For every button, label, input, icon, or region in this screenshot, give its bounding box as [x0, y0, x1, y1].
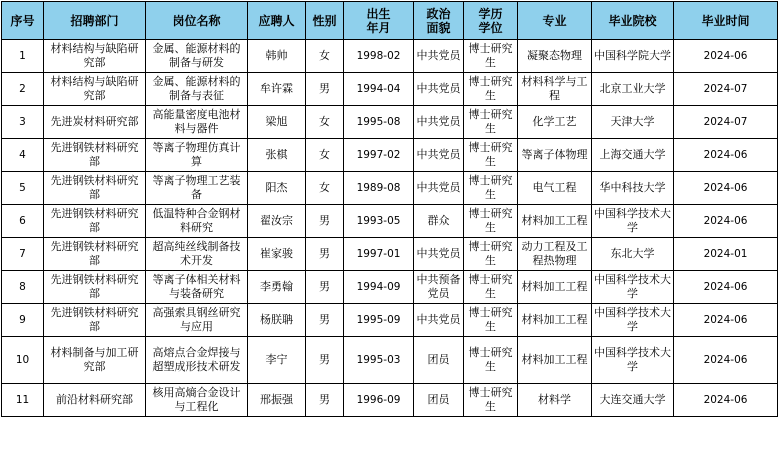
col-index-cell: 3: [2, 106, 44, 139]
col-gender-cell: 男: [306, 205, 344, 238]
col-position-cell: 低温特种合金钢材料研究: [146, 205, 248, 238]
col-school-cell: 中国科学技术大学: [592, 304, 674, 337]
col-political-cell: 中共党员: [414, 172, 464, 205]
table-row: [2, 271, 778, 304]
col-degree-cell: 博士研究生: [464, 172, 518, 205]
col-applicant-header: 应聘人: [248, 2, 306, 40]
col-graduation-cell: 2024-06: [674, 337, 778, 384]
col-department-cell: 先进炭材料研究部: [44, 106, 146, 139]
col-political-header: 政治 面貌: [414, 2, 464, 40]
col-degree-cell: 博士研究生: [464, 271, 518, 304]
col-birth-cell: 1996-09: [344, 384, 414, 417]
col-department-cell: 材料制备与加工研究部: [44, 337, 146, 384]
col-political-cell: 中共党员: [414, 106, 464, 139]
col-index-cell: 9: [2, 304, 44, 337]
table-row: [2, 40, 778, 73]
hiring-table: [1, 1, 778, 417]
col-index-cell: 2: [2, 73, 44, 106]
table-row: [2, 172, 778, 205]
col-degree-cell: 博士研究生: [464, 337, 518, 384]
col-birth-cell: 1995-09: [344, 304, 414, 337]
col-school-cell: 大连交通大学: [592, 384, 674, 417]
col-position-cell: 金属、能源材料的制备与研发: [146, 40, 248, 73]
col-department-cell: 前沿材料研究部: [44, 384, 146, 417]
col-graduation-cell: 2024-01: [674, 238, 778, 271]
header-row: [2, 2, 778, 40]
col-department-cell: 先进钢铁材料研究部: [44, 304, 146, 337]
col-degree-header: 学历 学位: [464, 2, 518, 40]
col-major-cell: 凝聚态物理: [518, 40, 592, 73]
col-graduation-cell: 2024-07: [674, 73, 778, 106]
col-birth-cell: 1995-08: [344, 106, 414, 139]
col-applicant-cell: 韩帅: [248, 40, 306, 73]
col-applicant-cell: 李勇翰: [248, 271, 306, 304]
col-degree-cell: 博士研究生: [464, 106, 518, 139]
col-political-cell: 中共党员: [414, 304, 464, 337]
col-graduation-header: 毕业时间: [674, 2, 778, 40]
col-political-cell: 团员: [414, 337, 464, 384]
col-major-cell: 材料加工工程: [518, 304, 592, 337]
col-school-cell: 中国科学技术大学: [592, 271, 674, 304]
col-index-cell: 7: [2, 238, 44, 271]
col-political-cell: 团员: [414, 384, 464, 417]
col-applicant-cell: 杨朕聃: [248, 304, 306, 337]
col-graduation-cell: 2024-06: [674, 271, 778, 304]
table-row: [2, 73, 778, 106]
col-graduation-cell: 2024-06: [674, 139, 778, 172]
col-index-cell: 10: [2, 337, 44, 384]
table-row: [2, 139, 778, 172]
col-gender-cell: 男: [306, 337, 344, 384]
col-political-cell: 中共党员: [414, 40, 464, 73]
col-gender-cell: 男: [306, 384, 344, 417]
col-major-cell: 材料学: [518, 384, 592, 417]
col-position-cell: 高强索具钢丝研究与应用: [146, 304, 248, 337]
col-index-cell: 6: [2, 205, 44, 238]
col-birth-cell: 1995-03: [344, 337, 414, 384]
col-department-cell: 先进钢铁材料研究部: [44, 205, 146, 238]
col-political-cell: 中共党员: [414, 139, 464, 172]
col-political-cell: 中共预备党员: [414, 271, 464, 304]
col-political-cell: 群众: [414, 205, 464, 238]
col-position-header: 岗位名称: [146, 2, 248, 40]
col-school-cell: 中国科学院大学: [592, 40, 674, 73]
col-department-cell: 先进钢铁材料研究部: [44, 139, 146, 172]
col-position-cell: 等离子物理仿真计算: [146, 139, 248, 172]
col-applicant-cell: 崔家骏: [248, 238, 306, 271]
col-major-cell: 材料科学与工程: [518, 73, 592, 106]
col-index-cell: 5: [2, 172, 44, 205]
col-department-cell: 先进钢铁材料研究部: [44, 271, 146, 304]
col-school-cell: 中国科学技术大学: [592, 337, 674, 384]
col-position-cell: 等离子物理工艺装备: [146, 172, 248, 205]
col-applicant-cell: 梁旭: [248, 106, 306, 139]
col-degree-cell: 博士研究生: [464, 40, 518, 73]
col-position-cell: 高熔点合金焊接与超塑成形技术研发: [146, 337, 248, 384]
col-index-cell: 1: [2, 40, 44, 73]
col-position-cell: 等离子体相关材料与装备研究: [146, 271, 248, 304]
table-row: [2, 337, 778, 384]
col-department-cell: 材料结构与缺陷研究部: [44, 73, 146, 106]
col-graduation-cell: 2024-06: [674, 172, 778, 205]
col-major-cell: 电气工程: [518, 172, 592, 205]
col-major-cell: 等离子体物理: [518, 139, 592, 172]
col-applicant-cell: 阳杰: [248, 172, 306, 205]
col-school-cell: 北京工业大学: [592, 73, 674, 106]
col-graduation-cell: 2024-07: [674, 106, 778, 139]
col-graduation-cell: 2024-06: [674, 304, 778, 337]
col-gender-cell: 女: [306, 172, 344, 205]
col-political-cell: 中共党员: [414, 73, 464, 106]
col-degree-cell: 博士研究生: [464, 205, 518, 238]
col-major-header: 专业: [518, 2, 592, 40]
col-gender-cell: 女: [306, 139, 344, 172]
col-school-header: 毕业院校: [592, 2, 674, 40]
col-school-cell: 中国科学技术大学: [592, 205, 674, 238]
col-birth-cell: 1998-02: [344, 40, 414, 73]
col-degree-cell: 博士研究生: [464, 384, 518, 417]
col-department-cell: 材料结构与缺陷研究部: [44, 40, 146, 73]
col-political-cell: 中共党员: [414, 238, 464, 271]
col-school-cell: 华中科技大学: [592, 172, 674, 205]
col-degree-cell: 博士研究生: [464, 139, 518, 172]
col-applicant-cell: 李宁: [248, 337, 306, 384]
col-major-cell: 材料加工工程: [518, 205, 592, 238]
col-major-cell: 动力工程及工程热物理: [518, 238, 592, 271]
col-index-cell: 8: [2, 271, 44, 304]
col-gender-header: 性别: [306, 2, 344, 40]
col-index-cell: 11: [2, 384, 44, 417]
col-birth-cell: 1997-02: [344, 139, 414, 172]
col-birth-header: 出生 年月: [344, 2, 414, 40]
col-position-cell: 核用高熵合金设计与工程化: [146, 384, 248, 417]
col-gender-cell: 男: [306, 271, 344, 304]
col-degree-cell: 博士研究生: [464, 238, 518, 271]
col-major-cell: 材料加工工程: [518, 337, 592, 384]
col-major-cell: 化学工艺: [518, 106, 592, 139]
col-position-cell: 高能量密度电池材料与器件: [146, 106, 248, 139]
col-applicant-cell: 张棋: [248, 139, 306, 172]
col-applicant-cell: 邢振强: [248, 384, 306, 417]
table-row: [2, 304, 778, 337]
col-index-cell: 4: [2, 139, 44, 172]
col-gender-cell: 男: [306, 73, 344, 106]
col-birth-cell: 1989-08: [344, 172, 414, 205]
col-graduation-cell: 2024-06: [674, 40, 778, 73]
col-department-header: 招聘部门: [44, 2, 146, 40]
col-graduation-cell: 2024-06: [674, 205, 778, 238]
col-position-cell: 金属、能源材料的制备与表征: [146, 73, 248, 106]
col-position-cell: 超高纯丝线制备技术开发: [146, 238, 248, 271]
col-gender-cell: 男: [306, 238, 344, 271]
table-row: [2, 106, 778, 139]
col-school-cell: 上海交通大学: [592, 139, 674, 172]
table-row: [2, 384, 778, 417]
col-birth-cell: 1994-09: [344, 271, 414, 304]
col-department-cell: 先进钢铁材料研究部: [44, 238, 146, 271]
col-gender-cell: 男: [306, 304, 344, 337]
col-graduation-cell: 2024-06: [674, 384, 778, 417]
col-school-cell: 东北大学: [592, 238, 674, 271]
col-degree-cell: 博士研究生: [464, 304, 518, 337]
table-row: [2, 205, 778, 238]
col-birth-cell: 1993-05: [344, 205, 414, 238]
col-applicant-cell: 翟汝宗: [248, 205, 306, 238]
col-birth-cell: 1994-04: [344, 73, 414, 106]
col-index-header: 序号: [2, 2, 44, 40]
col-department-cell: 先进钢铁材料研究部: [44, 172, 146, 205]
col-gender-cell: 女: [306, 106, 344, 139]
table-body: [2, 40, 778, 417]
col-degree-cell: 博士研究生: [464, 73, 518, 106]
table-row: [2, 238, 778, 271]
col-birth-cell: 1997-01: [344, 238, 414, 271]
col-gender-cell: 女: [306, 40, 344, 73]
col-major-cell: 材料加工工程: [518, 271, 592, 304]
col-school-cell: 天津大学: [592, 106, 674, 139]
col-applicant-cell: 牟许霖: [248, 73, 306, 106]
